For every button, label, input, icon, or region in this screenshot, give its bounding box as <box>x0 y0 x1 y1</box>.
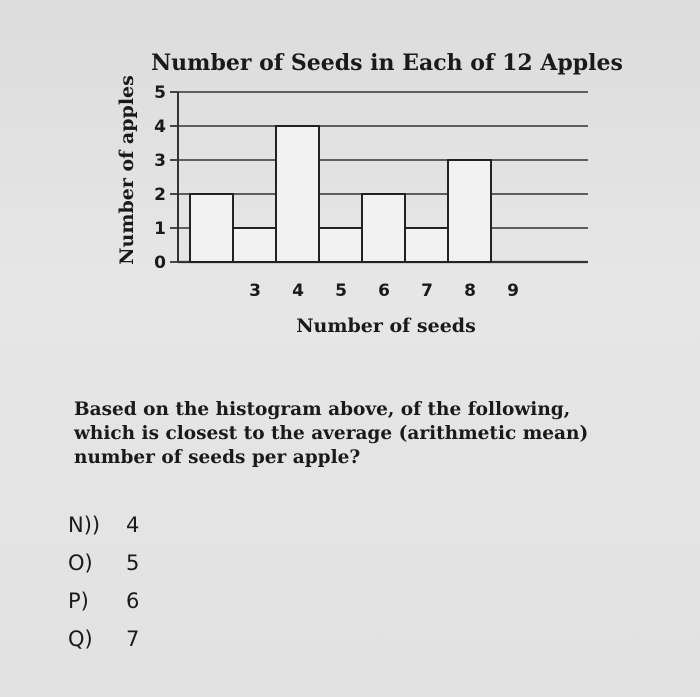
chart-title: Number of Seeds in Each of 12 Apples <box>151 50 623 76</box>
y-tick-label: 5 <box>154 83 166 103</box>
y-tick-label: 4 <box>154 117 166 137</box>
x-axis-label: Number of seeds <box>296 315 476 337</box>
choice-value: 6 <box>126 589 140 613</box>
histogram-bar <box>405 228 448 262</box>
histogram-bar <box>362 194 405 262</box>
histogram-bar <box>190 194 233 262</box>
choice-letter: N)) <box>68 513 101 537</box>
choice-value: 5 <box>126 551 140 575</box>
choice-n[interactable] <box>68 506 139 544</box>
x-tick-label: 5 <box>335 281 347 301</box>
y-tick-label: 3 <box>154 151 166 171</box>
x-tick-label: 9 <box>507 281 519 301</box>
choice-letter: Q) <box>68 627 93 651</box>
choice-value: 7 <box>126 627 140 651</box>
choice-value: 4 <box>126 513 140 537</box>
histogram-bar <box>276 126 319 262</box>
y-tick-label: 2 <box>154 185 166 205</box>
x-tick-label: 3 <box>249 281 261 301</box>
x-tick-label: 4 <box>292 281 304 301</box>
y-tick-label: 0 <box>154 253 166 273</box>
y-axis-label: Number of apples <box>116 75 138 265</box>
choice-letter: P) <box>68 589 89 613</box>
choice-p[interactable] <box>68 582 139 620</box>
question-text: Based on the histogram above, of the following, which is closest to the average (arithmetic mean) number of seeds per apple? <box>74 399 589 468</box>
choice-o[interactable] <box>68 544 139 582</box>
x-tick-label: 7 <box>421 281 433 301</box>
x-tick-label: 8 <box>464 281 476 301</box>
histogram-bar <box>319 228 362 262</box>
choice-letter: O) <box>68 551 93 575</box>
y-tick-label: 1 <box>154 219 166 239</box>
histogram-bar <box>233 228 276 262</box>
answer-choices <box>68 506 139 658</box>
histogram-bar <box>448 160 491 262</box>
x-tick-label: 6 <box>378 281 390 301</box>
choice-q[interactable] <box>68 620 139 658</box>
